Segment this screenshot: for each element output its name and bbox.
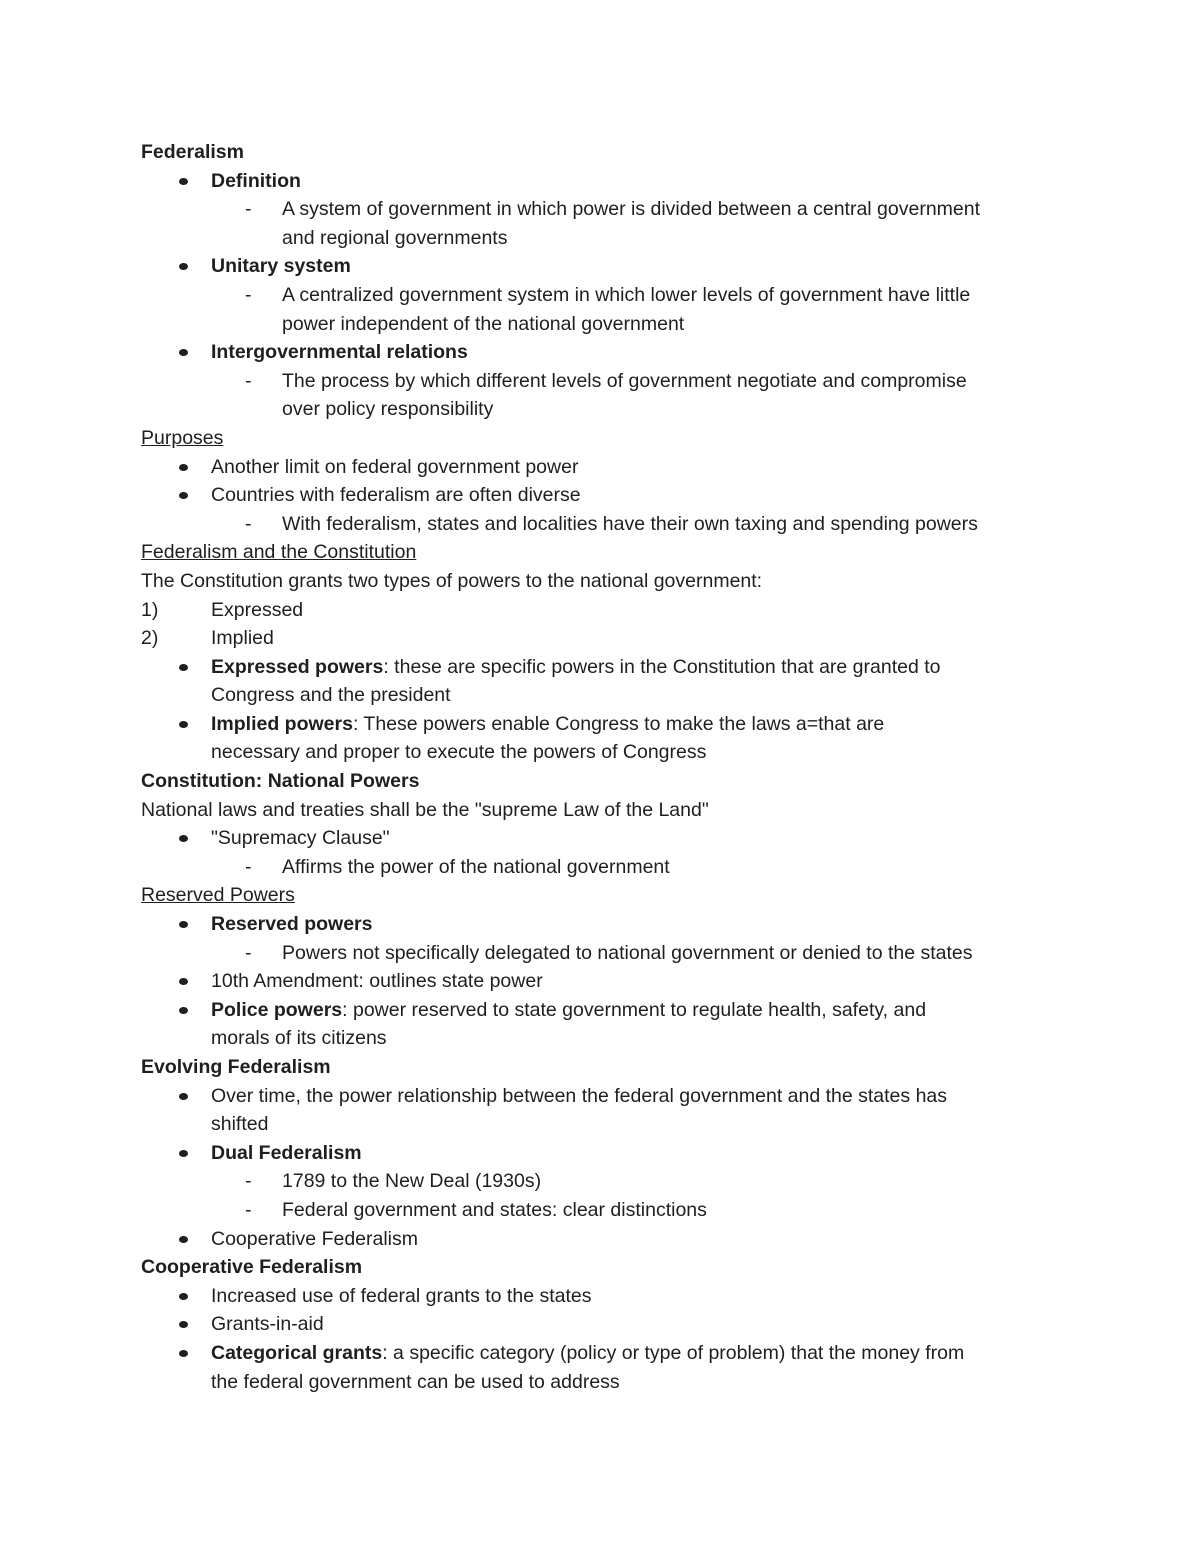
list-item (141, 653, 1061, 682)
item-number: 2) (141, 627, 159, 650)
term-label: Police powers (211, 998, 343, 1021)
list-item (141, 824, 1061, 853)
term-text: : These powers enable Congress to make the laws a=that are (352, 712, 885, 735)
list-item (141, 1225, 1061, 1254)
list-item (141, 910, 1061, 939)
sub-item-text: Affirms the power of the national government (282, 855, 670, 878)
section-heading-constitution: Federalism and the Constitution (141, 541, 417, 564)
bullet-icon (179, 464, 188, 471)
dash-icon: - (245, 1170, 252, 1193)
sub-item-continued: over policy responsibility (282, 398, 494, 421)
list-item-text: "Supremacy Clause" (211, 827, 390, 850)
list-item-continued: the federal government can be used to address (211, 1370, 620, 1393)
term-label: Categorical grants (211, 1341, 383, 1364)
bullet-icon (179, 178, 188, 185)
list-item (141, 1082, 1061, 1111)
list-item (141, 453, 1061, 482)
list-item (141, 996, 1061, 1025)
bullet-icon (179, 1293, 188, 1300)
list-item-continued: Congress and the president (211, 684, 451, 707)
bullet-icon (179, 492, 188, 499)
bullet-icon (179, 921, 188, 928)
bullet-icon (179, 978, 188, 985)
term-label: Unitary system (211, 255, 351, 278)
bullet-icon (179, 349, 188, 356)
sub-item-continued: power independent of the national government (282, 312, 685, 335)
list-item (141, 1139, 1061, 1168)
bullet-icon (179, 721, 188, 728)
term-text: : these are specific powers in the Constitution that are granted to (383, 655, 941, 678)
list-item (141, 710, 1061, 739)
sub-item-text: Powers not specifically delegated to national government or denied to the states (282, 941, 973, 964)
sub-item-text: The process by which different levels of government negotiate and compromise (282, 369, 967, 392)
list-item-text: Over time, the power relationship between the federal government and the states has (211, 1084, 948, 1107)
term-label: Definition (211, 169, 301, 192)
list-item-continued: necessary and proper to execute the powers of Congress (211, 741, 707, 764)
bullet-icon (179, 835, 188, 842)
term-text: : a specific category (policy or type of problem) that the money from (382, 1341, 965, 1364)
list-item (141, 1310, 1061, 1339)
list-item-text: Another limit on federal government power (211, 455, 579, 478)
bullet-icon (179, 1093, 188, 1100)
list-item-text: Grants-in-aid (211, 1313, 324, 1336)
section-heading-purposes: Purposes (141, 426, 224, 449)
bullet-icon (179, 1236, 188, 1243)
list-item (141, 167, 1061, 196)
list-item-continued: morals of its citizens (211, 1027, 387, 1050)
list-item-text: Expressed (211, 598, 304, 621)
term-text: : power reserved to state government to regulate health, safety, and (342, 998, 927, 1021)
section-heading-national-powers: Constitution: National Powers (141, 770, 420, 793)
list-item (141, 481, 1061, 510)
numbered-item (141, 596, 1061, 625)
term-label: Dual Federalism (211, 1141, 362, 1164)
section-heading-federalism: Federalism (141, 141, 244, 163)
list-item (141, 1282, 1061, 1311)
list-item-text: Increased use of federal grants to the states (211, 1284, 592, 1307)
dash-icon: - (245, 512, 252, 535)
sub-item-text: Federal government and states: clear distinctions (282, 1198, 707, 1221)
section-heading-evolving: Evolving Federalism (141, 1056, 331, 1078)
sub-item (141, 1167, 1061, 1196)
sub-item (141, 510, 1061, 539)
sub-item (141, 367, 1061, 396)
dash-icon: - (245, 1198, 252, 1221)
sub-item-text: With federalism, states and localities have their own taxing and spending powers (282, 512, 978, 535)
paragraph: National laws and treaties shall be the "supreme Law of the Land" (141, 798, 709, 821)
sub-item-text: 1789 to the New Deal (1930s) (282, 1170, 542, 1193)
dash-icon: - (245, 283, 252, 306)
sub-item (141, 939, 1061, 968)
term-label: Expressed powers (211, 655, 384, 678)
dash-icon: - (245, 941, 252, 964)
term-label: Implied powers (211, 712, 353, 735)
list-item (141, 1339, 1061, 1368)
bullet-icon (179, 263, 188, 270)
sub-item-text: A centralized government system in which lower levels of government have little (282, 283, 971, 306)
bullet-icon (179, 1007, 188, 1014)
dash-icon: - (245, 855, 252, 878)
section-heading-cooperative: Cooperative Federalism (141, 1256, 363, 1279)
sub-item (141, 1196, 1061, 1225)
section-heading-reserved-powers: Reserved Powers (141, 884, 295, 907)
list-item-text: Countries with federalism are often diverse (211, 484, 581, 507)
paragraph: The Constitution grants two types of powers to the national government: (141, 569, 763, 592)
sub-item-text: A system of government in which power is divided between a central government (282, 198, 981, 221)
sub-item-continued: and regional governments (282, 226, 508, 249)
term-label: Intergovernmental relations (211, 341, 468, 364)
list-item-text: Implied (211, 627, 274, 650)
bullet-icon (179, 664, 188, 671)
list-item-text: Cooperative Federalism (211, 1227, 419, 1250)
numbered-item (141, 624, 1061, 653)
list-item-text: 10th Amendment: outlines state power (211, 970, 543, 993)
sub-item (141, 195, 1061, 224)
bullet-icon (179, 1150, 188, 1157)
bullet-icon (179, 1321, 188, 1328)
document-page (141, 138, 1061, 1396)
sub-item (141, 853, 1061, 882)
sub-item (141, 281, 1061, 310)
list-item (141, 967, 1061, 996)
list-item-continued: shifted (211, 1113, 269, 1136)
list-item (141, 338, 1061, 367)
bullet-icon (179, 1350, 188, 1357)
list-item (141, 252, 1061, 281)
term-label: Reserved powers (211, 913, 373, 936)
item-number: 1) (141, 598, 159, 621)
dash-icon: - (245, 198, 252, 221)
dash-icon: - (245, 369, 252, 392)
